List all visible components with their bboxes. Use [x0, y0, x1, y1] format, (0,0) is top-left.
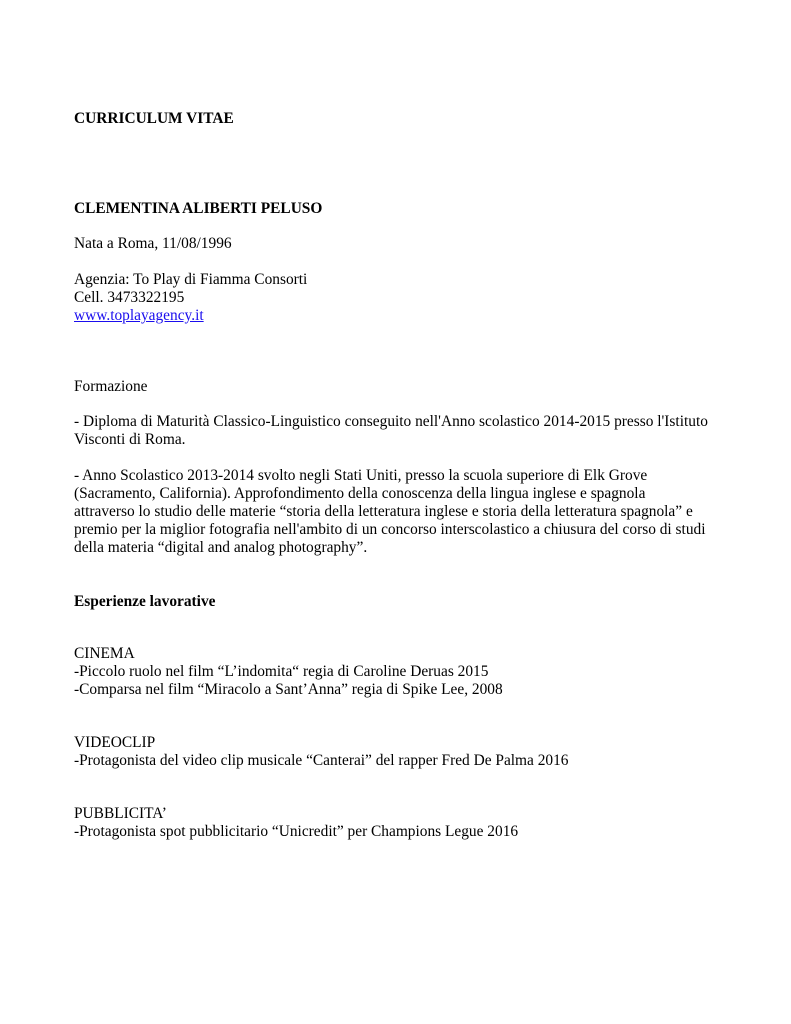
- website-link[interactable]: www.toplayagency.it: [74, 307, 204, 324]
- formazione-item-2-line-2: (Sacramento, California). Approfondimento della conoscenza della lingua inglese e spagnola: [74, 485, 646, 502]
- cinema-heading: CINEMA: [74, 645, 135, 662]
- phone-info: Cell. 3473322195: [74, 289, 185, 306]
- formazione-item-2-line-1: - Anno Scolastico 2013-2014 svolto negli Stati Uniti, presso la scuola superiore di Elk Grove: [74, 467, 648, 484]
- cinema-item-2: -Comparsa nel film “Miracolo a Sant’Anna” regia di Spike Lee, 2008: [74, 681, 503, 698]
- formazione-item-1-line-2: Visconti di Roma.: [74, 431, 186, 448]
- agency-info: Agenzia: To Play di Fiamma Consorti: [74, 271, 308, 288]
- document-title: CURRICULUM VITAE: [74, 110, 234, 127]
- formazione-heading: Formazione: [74, 378, 148, 395]
- formazione-item-2-line-5: della materia “digital and analog photography”.: [74, 539, 368, 556]
- pubblicita-heading: PUBBLICITA’: [74, 805, 167, 822]
- person-name: CLEMENTINA ALIBERTI PELUSO: [74, 200, 323, 217]
- formazione-item-2-line-3: attraverso lo studio delle materie “storia della letteratura inglese e storia della letteratura spagnola” e: [74, 503, 693, 520]
- videoclip-heading: VIDEOCLIP: [74, 734, 156, 751]
- videoclip-item-1: -Protagonista del video clip musicale “Canterai” del rapper Fred De Palma 2016: [74, 752, 569, 769]
- formazione-item-1-line-1: - Diploma di Maturità Classico-Linguistico conseguito nell'Anno scolastico 2014-2015 presso l'Istituto: [74, 413, 708, 430]
- birth-info: Nata a Roma, 11/08/1996: [74, 235, 232, 252]
- pubblicita-item-1: -Protagonista spot pubblicitario “Unicredit” per Champions Legue 2016: [74, 823, 519, 840]
- cinema-item-1: -Piccolo ruolo nel film “L’indomita“ regia di Caroline Deruas 2015: [74, 663, 489, 680]
- website-link-line: [74, 307, 204, 325]
- formazione-item-2-line-4: premio per la miglior fotografia nell'ambito di un concorso interscolastico a chiusura del corso di studi: [74, 521, 706, 538]
- esperienze-heading: Esperienze lavorative: [74, 593, 216, 610]
